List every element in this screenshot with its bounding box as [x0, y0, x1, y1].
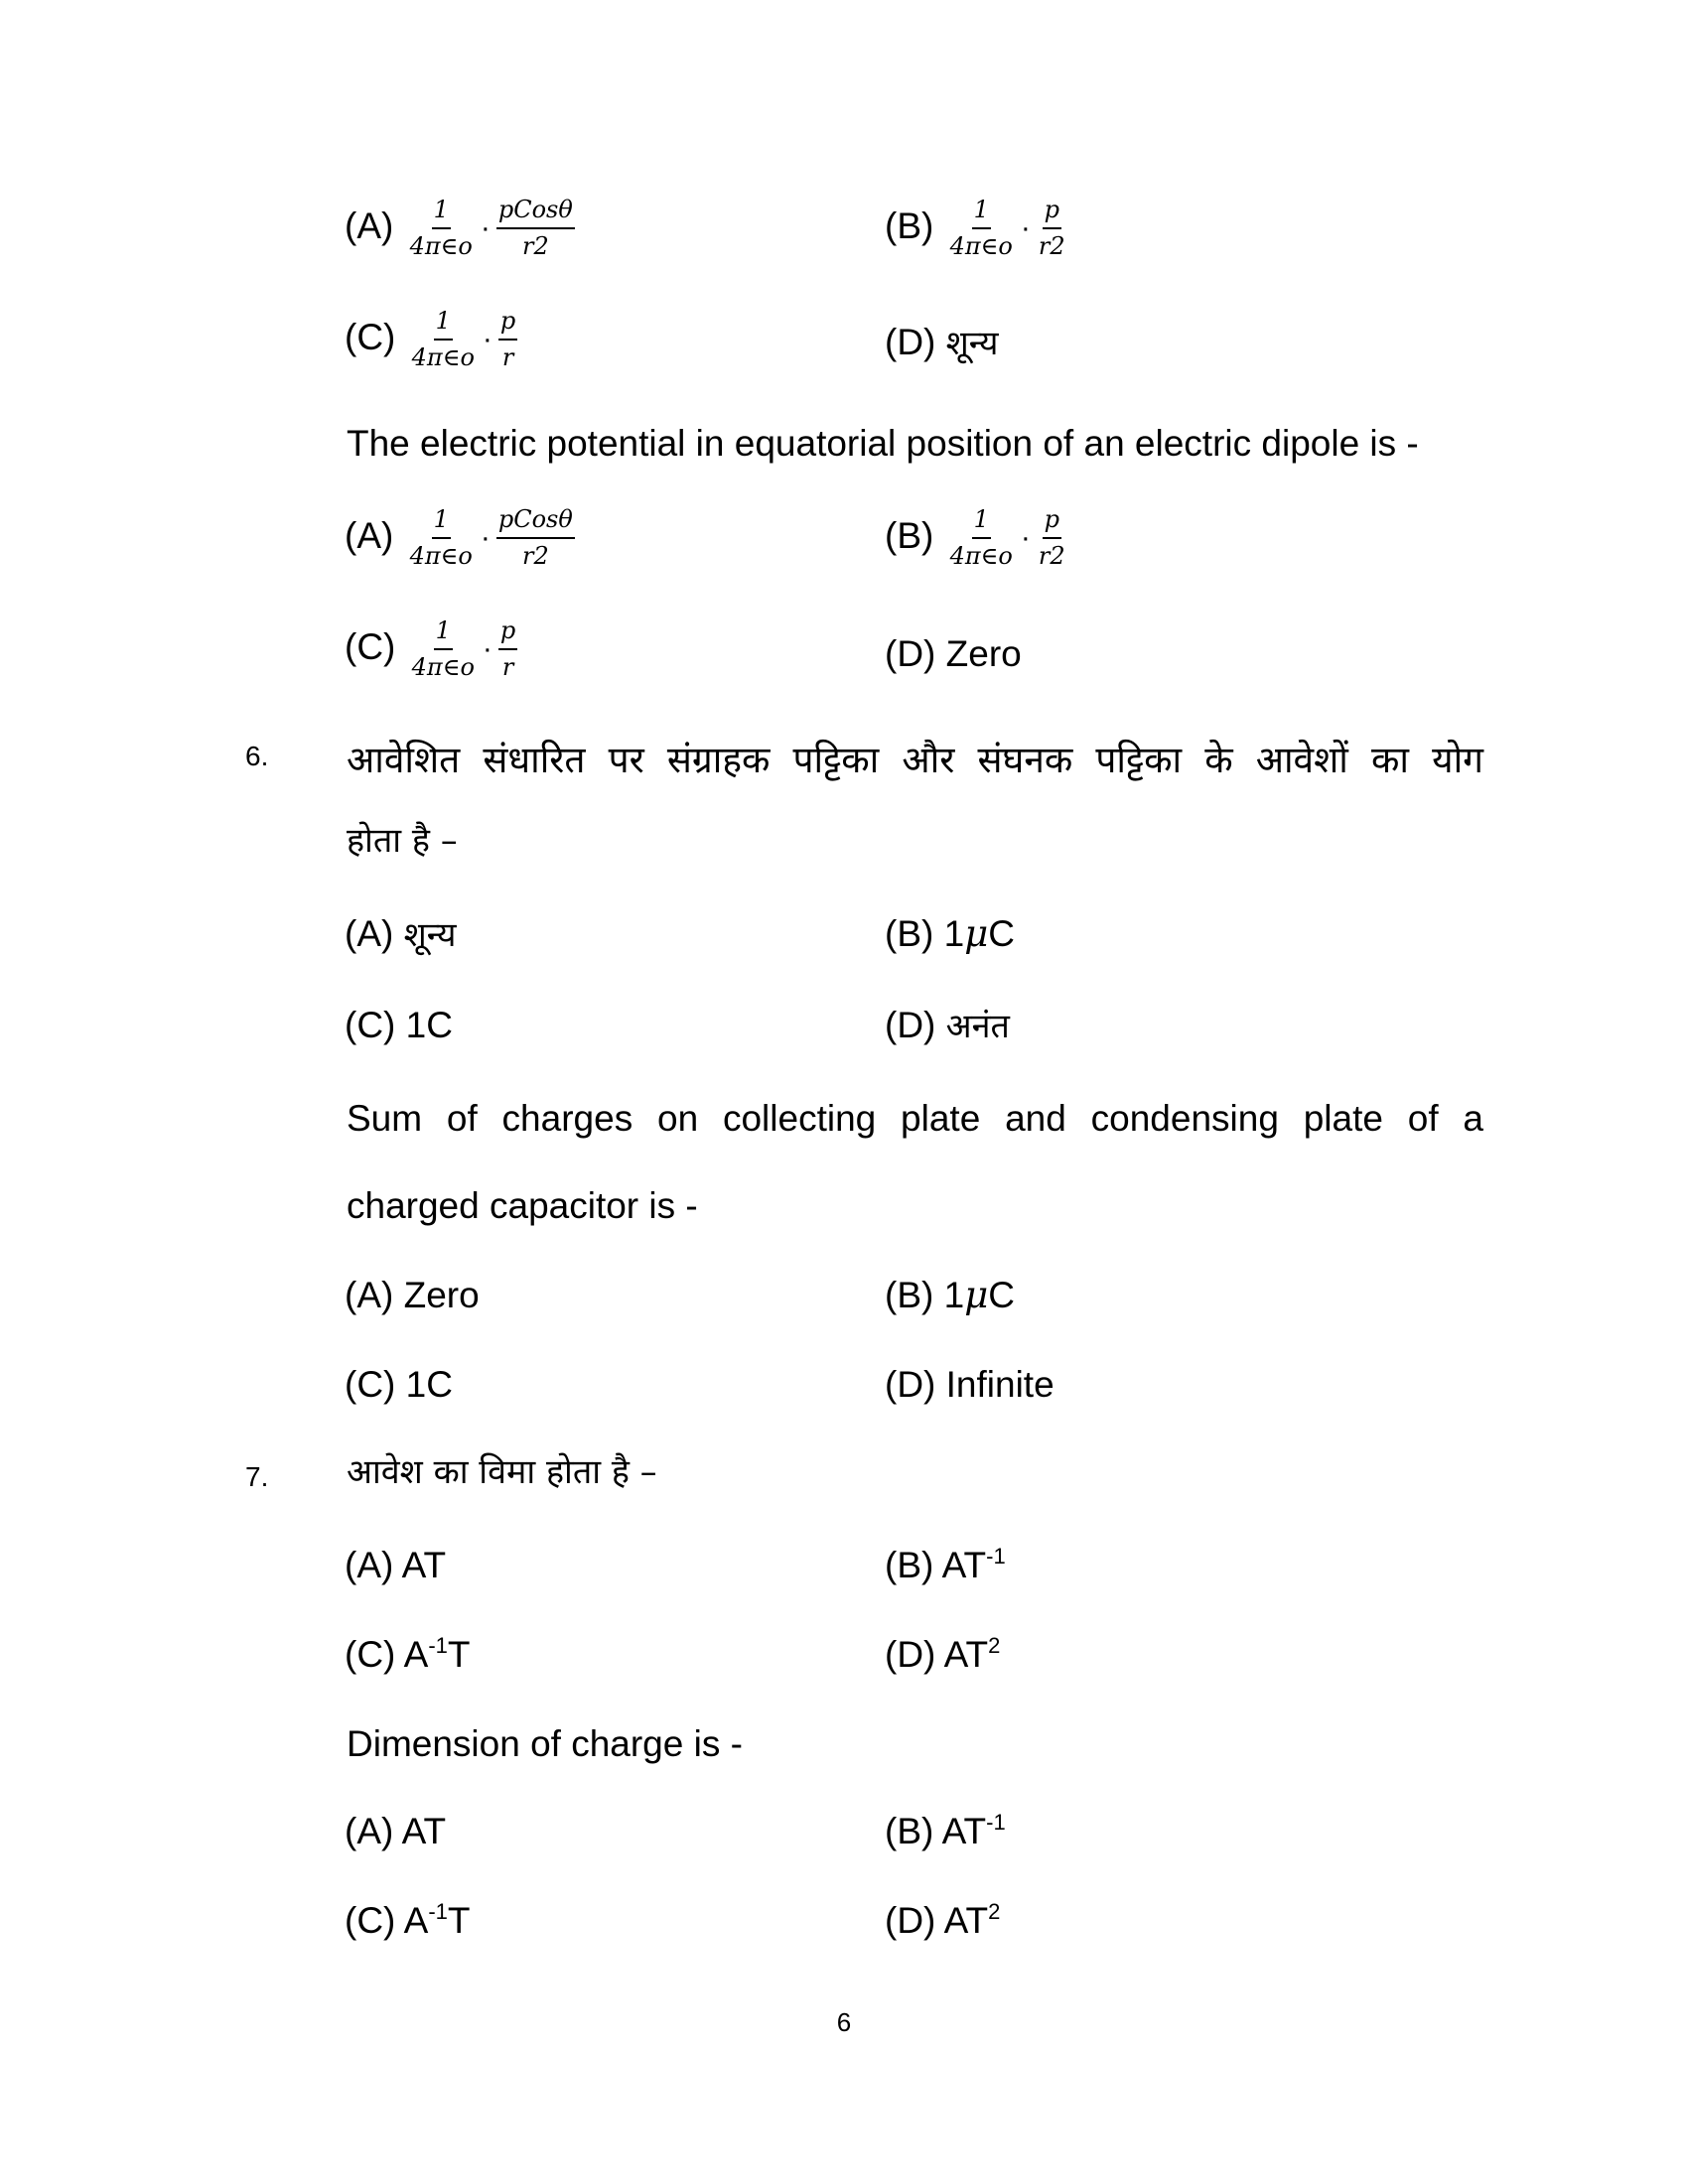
option-b-q5-en: (B) $\frac{1}{4\pi\in o}$ · $\frac{p}{r2}$	[885, 505, 1065, 570]
q6-english-line2: charged capacitor is -	[347, 1185, 698, 1226]
fraction-term: $\frac{p}{r2}$	[1038, 505, 1065, 570]
option-a-q7-hi: (A) AT	[345, 1545, 447, 1585]
option-b-q7-en: (B) $AT^{-1}$	[885, 1810, 1006, 1851]
fraction-term: $\frac{p}{r2}$	[1038, 196, 1065, 260]
fraction-coefficient: $\frac{1}{4\pi\in o}$	[411, 616, 475, 681]
question-number-7: 7.	[245, 1461, 269, 1492]
q6-hindi-line1: आवेशित संधारित पर संग्राहक पट्टिका और संघनक पट्टिका के आवेशों का योग	[347, 739, 1483, 781]
option-a-block1: (A) $\frac{1}{4\pi\in o}$ · $\frac{\text{pCosθ}}{r2}$	[345, 196, 573, 260]
option-d-block1: (D) शून्य	[885, 322, 999, 363]
q6-hindi-line2: होता है –	[347, 821, 458, 861]
question-number-6: 6.	[245, 741, 269, 771]
option-c-q7-en: (C) $A^{-1}T$	[345, 1899, 471, 1941]
fraction-coefficient: $\frac{1}{4\pi\in o}$	[409, 196, 473, 260]
option-a-q6-hi: (A) शून्य	[345, 913, 457, 955]
q5-english-text: The electric potential in equatorial position of an electric dipole is -	[347, 423, 1419, 464]
option-c-q6-en: (C) 1C	[345, 1364, 453, 1405]
fraction-coefficient: $\frac{1}{4\pi\in o}$	[411, 307, 475, 371]
option-a-q6-en: (A) Zero	[345, 1275, 480, 1315]
fraction-term: $\frac{p}{r}$	[499, 307, 516, 371]
fraction-term: $\frac{p}{r}$	[499, 616, 516, 681]
option-d-q5-en: (D) Zero	[885, 633, 1022, 674]
q6-english-line1: Sum of charges on collecting plate and condensing plate of a	[347, 1098, 1483, 1139]
option-d-q7-hi: (D) $AT^2$	[885, 1633, 1001, 1675]
option-b-q6-hi: (B) 1μC	[885, 912, 1015, 955]
option-c-q7-hi: (C) $A^{-1}T$	[345, 1633, 471, 1675]
option-a-q5-en: (A) $\frac{1}{4\pi\in o}$ · $\frac{\text{pCosθ}}{r2}$	[345, 505, 573, 570]
option-c-block1: (C) $\frac{1}{4\pi\in o}$ · $\frac{p}{r}$	[345, 307, 516, 371]
option-c-q5-en: (C) $\frac{1}{4\pi\in o}$ · $\frac{p}{r}$	[345, 616, 516, 681]
fraction-term: $\frac{\text{pCosθ}}{r2}$	[497, 196, 573, 260]
option-d-q6-hi: (D) अनंत	[885, 1005, 1010, 1046]
page-number: 6	[836, 2007, 852, 2037]
fraction-coefficient: $\frac{1}{4\pi\in o}$	[949, 196, 1013, 260]
fraction-coefficient: $\frac{1}{4\pi\in o}$	[949, 505, 1013, 570]
option-b-block1: (B) $\frac{1}{4\pi\in o}$ · $\frac{p}{r2}$	[885, 196, 1065, 260]
q7-english-text: Dimension of charge is -	[347, 1723, 743, 1764]
option-b-q6-en: (B) 1μC	[885, 1274, 1015, 1316]
q7-hindi-text: आवेश का विमा होता है –	[347, 1452, 657, 1492]
option-d-q6-en: (D) Infinite	[885, 1364, 1055, 1405]
option-c-q6-hi: (C) 1C	[345, 1005, 453, 1045]
option-d-q7-en: (D) $AT^2$	[885, 1899, 1001, 1941]
option-b-q7-hi: (B) $AT^{-1}$	[885, 1544, 1006, 1585]
fraction-coefficient: $\frac{1}{4\pi\in o}$	[409, 505, 473, 570]
option-a-q7-en: (A) AT	[345, 1811, 447, 1851]
fraction-term: $\frac{\text{pCosθ}}{r2}$	[497, 505, 573, 570]
